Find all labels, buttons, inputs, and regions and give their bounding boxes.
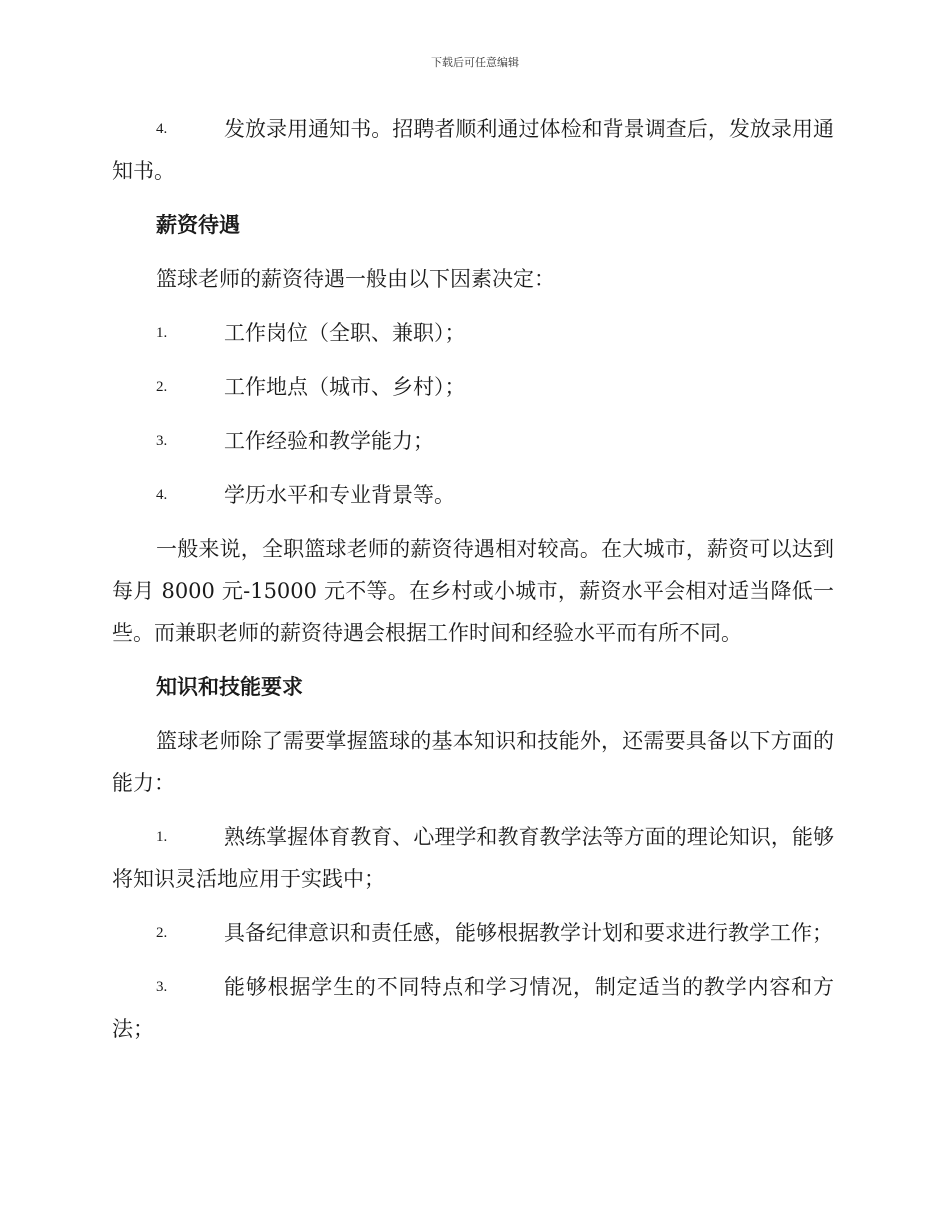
list-text: 学历水平和专业背景等。: [224, 483, 455, 507]
section-heading-salary: 薪资待遇: [156, 213, 240, 237]
list-text: 工作岗位（全职、兼职）；: [224, 321, 466, 345]
list-item-theory-knowledge: [112, 816, 834, 900]
section-heading-skills: 知识和技能要求: [156, 675, 303, 699]
header-note: 下载后可任意编辑: [431, 56, 519, 69]
paragraph-skills-intro: 篮球老师除了需要掌握篮球的基本知识和技能外，还需要具备以下方面的能力：: [112, 729, 834, 795]
list-number: 2.: [156, 379, 168, 395]
list-item-adapt-teaching: [112, 966, 834, 1050]
list-text: 发放录用通知书。招聘者顺利通过体检和背景调查后，发放录用通知书。: [112, 117, 834, 183]
list-item-offer-letter: [112, 108, 834, 192]
list-number: 1.: [156, 325, 168, 341]
list-number: 4.: [156, 487, 168, 503]
list-text: 熟练掌握体育教育、心理学和教育教学法等方面的理论知识，能够将知识灵活地应用于实践中；: [112, 825, 834, 891]
paragraph-salary-detail: 一般来说，全职篮球老师的薪资待遇相对较高。在大城市，薪资可以达到每月 8000 元-15000 元不等。在乡村或小城市，薪资水平会相对适当降低一些。而兼职老师的薪资待遇会根据工作时间和经验水平而有所不同。: [112, 537, 834, 645]
paragraph-salary-intro: 篮球老师的薪资待遇一般由以下因素决定：: [156, 267, 555, 291]
list-number: 3.: [156, 979, 168, 995]
list-number: 3.: [156, 433, 168, 449]
list-item-location: [112, 366, 834, 408]
list-item-position: [112, 312, 834, 354]
document-body: [112, 108, 834, 1050]
list-item-education: [112, 474, 834, 516]
list-item-discipline: [112, 912, 834, 954]
list-text: 具备纪律意识和责任感，能够根据教学计划和要求进行教学工作；: [224, 921, 833, 945]
list-number: 1.: [156, 829, 168, 845]
list-item-experience: [112, 420, 834, 462]
list-text: 工作经验和教学能力；: [224, 429, 434, 453]
list-number: 4.: [156, 121, 168, 137]
list-text: 工作地点（城市、乡村）；: [224, 375, 466, 399]
list-number: 2.: [156, 925, 168, 941]
list-text: 能够根据学生的不同特点和学习情况，制定适当的教学内容和方法；: [112, 975, 834, 1041]
